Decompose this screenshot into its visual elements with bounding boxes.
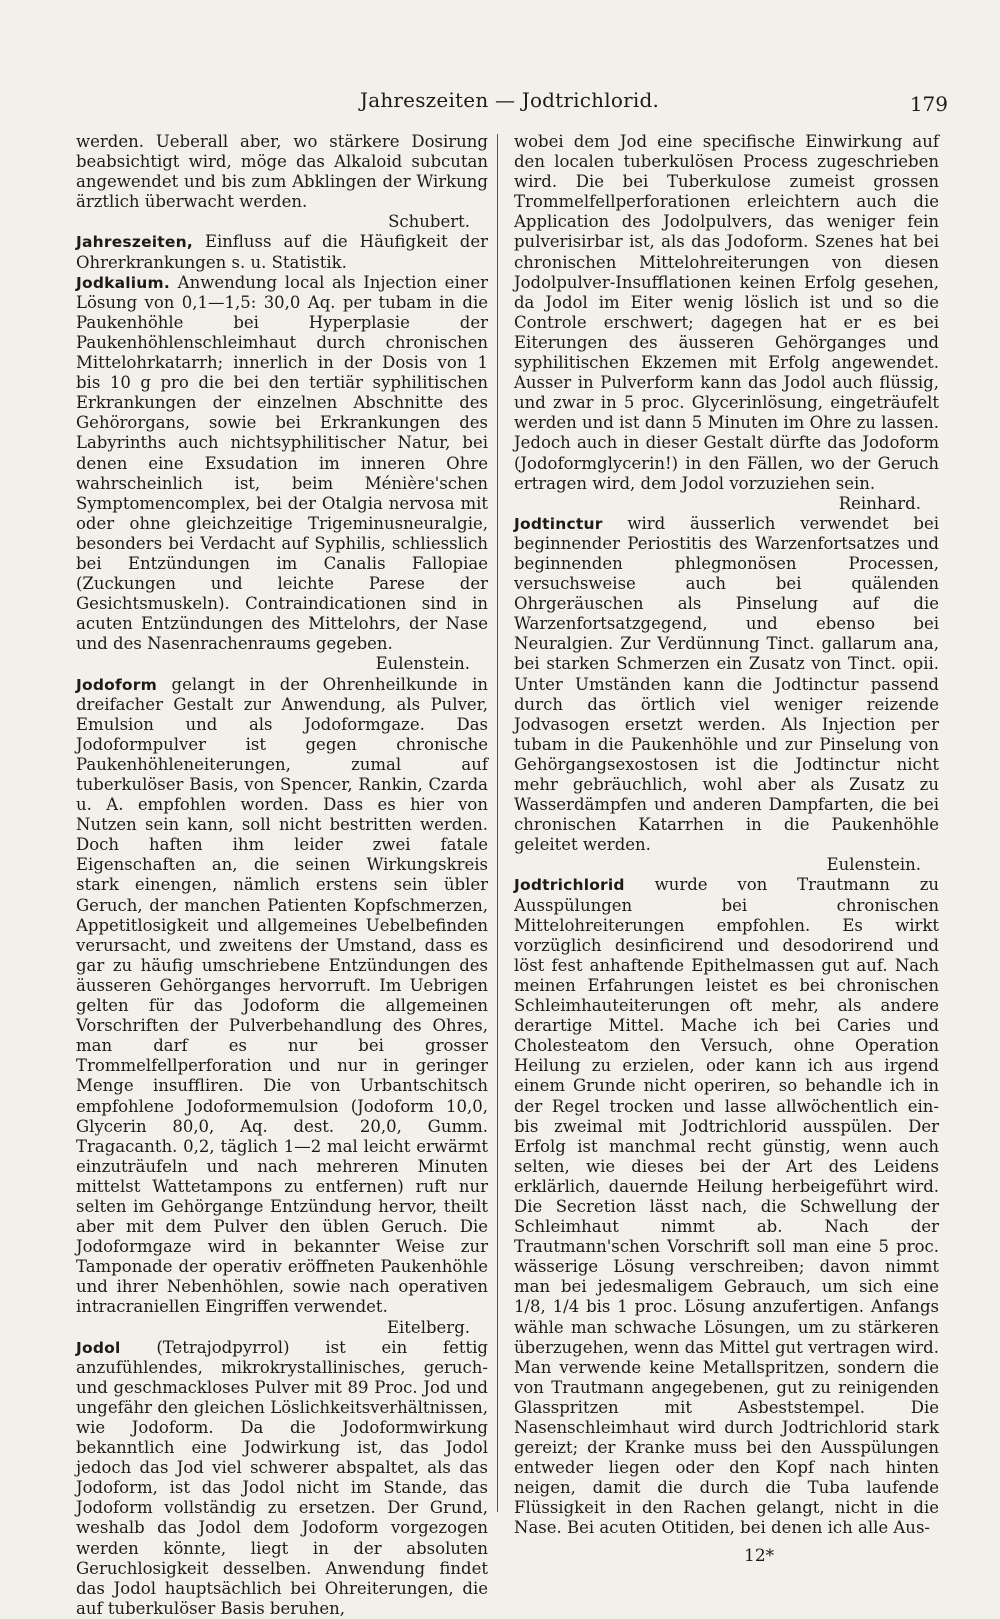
entry-text: (Tetrajodpyrrol) ist ein fettig anzufühlendes, mikrokrystallinisches, geruch- und geschmackloses Pulver mit 89 Proc. Jod und ungefähr den gleichen Löslichkeitsverhältnissen, wie Jodoform. Da die Jodoformwirkung bekanntlich eine Jodwirkung ist, das Jodol jedoch das Jod viel schwerer abspaltet, als das Jodoform, ist das Jodol nicht im Stande, das Jodoform vollständig zu ersetzen. Der Grund, weshalb das Jodol dem Jodoform vorgezogen werden könnte, liegt in der absoluten Geruchlosigkeit desselben. Anwendung findet das Jodol hauptsächlich bei Ohreiterungen, die auf tuberkulöser Basis beruhen, (76, 1337, 488, 1618)
headword: Jodtrichlorid (514, 876, 625, 895)
entry-jahreszeiten (76, 232, 488, 272)
entry-author: Eulenstein. (375, 654, 470, 674)
entry-author: Reinhard. (838, 493, 921, 513)
left-column (76, 132, 488, 1619)
entry-jodoform (76, 675, 488, 1318)
entry-jodkalium (76, 273, 488, 655)
entry-author: Eitelberg. (386, 1317, 470, 1337)
headword: Jodoform (76, 675, 157, 694)
entry-continuation (76, 132, 488, 212)
entry-jodtrichlorid (514, 875, 939, 1538)
headword: Jahreszeiten, (76, 233, 193, 252)
page-title: Jahreszeiten — Jodtrichlorid. (360, 88, 660, 112)
entry-text: wird äusserlich verwendet bei beginnender Periostitis des Warzenfortsatzes und beginnenden phlegmonösen Processen, versuchsweise auch bei quälenden Ohrgeräuschen als Pinselung auf die Warzenfortsatzgegend, und ebenso bei Neuralgien. Zur Verdünnung Tinct. gallarum ana, bei starken Schmerzen ein Zusatz von Tinct. opii. Unter Umständen kann die Jodtinctur passend durch das örtlich viel weniger reizende Jodvasogen ersetzt werden. Als Injection per tubam in die Paukenhöhle und zur Pinselung von Gehörgangsexostosen ist die Jodtinctur nicht mehr gebräuchlich, wohl aber als Zusatz zu Wasserdämpfen und anderen Dampfarten, die bei chronischen Katarrhen in die Paukenhöhle geleitet werden. (514, 513, 940, 855)
right-column (514, 132, 939, 1539)
entry-jodol (76, 1338, 488, 1619)
entry-jodol-continued (514, 132, 939, 494)
entry-text: Anwendung local als Injection einer Lösung von 0,1—1,5: 30,0 Aq. per tubam in die Paukenhöhle bei Hyperplasie der Paukenhöhlenschleimhaut durch chronischen Mittelohrkatarrh; innerlich in der Dosis von 1 bis 10 g pro die bei den tertiär syphilitischen Erkrankungen der einzelnen Abschnitte des Gehörorgans, sowie bei Erkrankungen des Labyrinths auch nichtsyphilitischer Natur, bei denen eine Exsudation im inneren Ohre wahrscheinlich ist, beim Ménière'schen Symptomencomplex, bei der Otalgia nervosa mit oder ohne gleichzeitige Trigeminusneuralgie, besonders bei Verdacht auf Syphilis, schliesslich bei Entzündungen im Canalis Fallopiae (Zuckungen und leichte Parese der Gesichtsmuskeln). Contraindicationen sind in acuten Entzündungen des Mittelohrs, der Nase und des Nasenrachenraums gegeben. (76, 272, 489, 654)
entry-text: Einfluss auf die Häufigkeit der Ohrerkrankungen s. u. Statistik. (76, 232, 488, 272)
running-head (0, 88, 1000, 118)
headword: Jodol (76, 1338, 121, 1357)
entry-author: Schubert. (388, 212, 470, 232)
entry-text: wurde von Trautmann zu Ausspülungen bei chronischen Mittelohreiterungen empfohlen. Es wirkt vorzüglich desinficirend und desodorirend und löst fest anhaftende Epithelmassen gut auf. Nach meinen Erfahrungen leistet es bei chronischen Schleimhauteiterungen oft mehr, als andere derartige Mittel. Mache ich bei Caries und Cholesteatom den Versuch, ohne Operation Heilung zu erzielen, oder kann ich aus irgend einem Grunde nicht operiren, so behandle ich in der Regel trocken und lasse allwöchentlich ein- bis zweimal mit Jodtrichlorid ausspülen. Der Erfolg ist manchmal recht günstig, wenn auch selten, wie dieses bei der Art des Leidens erklärlich, dauernde Heilung herbeigeführt wird. Die Secretion lässt nach, die Schwellung der Schleimhaut nimmt ab. Nach der Trautmann'schen Vorschrift soll man eine 5 proc. wässerige Lösung verschreiben; davon nimmt man bei jedesmaligem Gebrauch, um sich eine 1/8, 1/4 bis 1 proc. Lösung anzufertigen. Anfangs wähle man schwache Lösungen, um zu stärkeren überzugehen, wenn das Mittel gut vertragen wird. Man verwende keine Metallspritzen, sondern die von Trautmann angegebenen, gut zu reinigenden Glasspritzen mit Asbeststempel. Die Nasenschleimhaut wird durch Jodtrichlorid stark gereizt; der Kranke muss bei den Ausspülungen entweder liegen oder den Kopf nach hinten neigen, damit die durch die Tuba laufende Flüssigkeit in den Rachen gelangt, nicht in die Nase. Bei acuten Otitiden, bei denen ich alle Aus- (514, 875, 940, 1538)
entry-jodtinctur (514, 514, 939, 856)
page-number: 179 (909, 92, 948, 116)
headword: Jodtinctur (514, 514, 603, 533)
entry-author: Eulenstein. (826, 855, 921, 875)
signature-mark: 12* (744, 1546, 775, 1566)
column-divider (497, 134, 498, 1512)
headword: Jodkalium. (76, 273, 170, 292)
entry-text: gelangt in der Ohrenheilkunde in dreifacher Gestalt zur Anwendung, als Pulver, Emulsion und als Jodoformgaze. Das Jodoformpulver ist gegen chronische Paukenhöhleneiterungen, zumal auf tuberkulöser Basis, von Spencer, Rankin, Czarda u. A. empfohlen worden. Dass es hier von Nutzen sein kann, soll nicht bestritten werden. Doch haften ihm leider zwei fatale Eigenschaften an, die seinen Wirkungskreis stark einengen, nämlich erstens sein übler Geruch, der manchen Patienten Kopfschmerzen, Appetitlosigkeit und allgemeines Uebelbefinden verursacht, und zweitens der Umstand, dass es gar zu häufig umschriebene Entzündungen des äusseren Gehörganges hervorruft. Im Uebrigen gelten für das Jodoform die allgemeinen Vorschriften der Pulverbehandlung des Ohres, man darf es nur bei grosser Trommelfellperforation und nur in geringer Menge insuffliren. Die von Urbantschitsch empfohlene Jodoformemulsion (Jodoform 10,0, Glycerin 80,0, Aq. dest. 20,0, Gumm. Tragacanth. 0,2, täglich 1—2 mal leicht erwärmt einzuträufeln und nach mehreren Minuten mittelst Wattetampons zu entfernen) ruft nur selten im Gehörgange Entzündung hervor, theilt aber mit dem Pulver den üblen Geruch. Die Jodoformgaze wird in bekannter Weise zur Tamponade der operativ eröffneten Paukenhöhle und ihrer Nebenhöhlen, sowie nach operativen intracraniellen Eingriffen verwendet. (76, 674, 488, 1317)
entry-text: wobei dem Jod eine specifische Einwirkung auf den localen tuberkulösen Process zugeschrieben wird. Die bei Tuberkulose zumeist grossen Trommelfellperforationen erleichtern auch die Application des Jodolpulvers, das weniger fein pulverisirbar ist, als das Jodoform. Szenes hat bei chronischen Mittelohreiterungen von diesen Jodolpulver-Insufflationen keinen Erfolg gesehen, da Jodol im Eiter wenig löslich ist und so die Controle erschwert; dagegen hat er es bei Eiterungen des äusseren Gehörganges und syphilitischen Ekzemen mit Erfolg angewendet. Ausser in Pulverform kann das Jodol auch flüssig, und zwar in 5 proc. Glycerinlösung, eingeträufelt werden und ist dann 5 Minuten im Ohre zu lassen. Jedoch auch in dieser Gestalt dürfte das Jodoform (Jodoformglycerin!) in den Fällen, wo der Geruch ertragen wird, dem Jodol vorzuziehen sein. (514, 132, 939, 493)
entry-text: werden. Ueberall aber, wo stärkere Dosirung beabsichtigt wird, möge das Alkaloid subcutan angewendet und bis zum Abklingen der Wirkung ärztlich überwacht werden. (76, 132, 488, 212)
